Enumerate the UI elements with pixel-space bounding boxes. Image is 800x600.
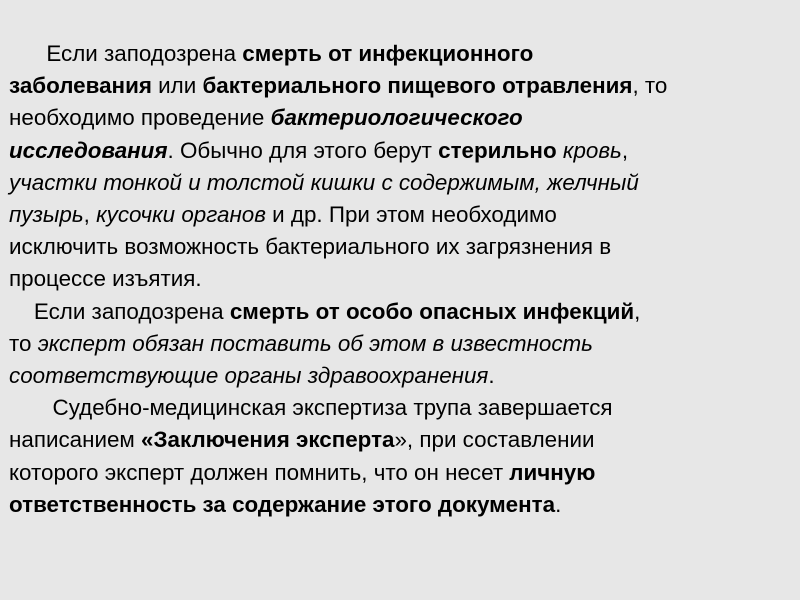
- text-line: [9, 360, 799, 392]
- text-line: [9, 102, 799, 134]
- paragraph-expert-conclusion: [9, 392, 799, 521]
- text-run: процессе изъятия.: [9, 266, 202, 292]
- italic-text: кровь: [562, 137, 622, 163]
- text-run: Судебно-медицинская экспертиза трупа завершается: [9, 395, 613, 421]
- text-run: необходимо проведение: [9, 105, 271, 131]
- text-line: [9, 457, 799, 489]
- text-line: [9, 296, 799, 328]
- paragraph-infection-death: [9, 38, 799, 296]
- text-run: Если заподозрена: [9, 41, 243, 66]
- text-run: исключить возможность бактериального их загрязнения в: [9, 234, 612, 260]
- text-run: Если заподозрена: [9, 298, 230, 324]
- bold-italic-text: бактериологического: [270, 105, 523, 131]
- text-run: », при составлении: [394, 427, 595, 453]
- text-run: ,: [634, 298, 641, 324]
- italic-text: эксперт обязан поставить об этом в известность: [37, 330, 593, 356]
- text-line: [9, 70, 799, 102]
- bold-text: смерть от особо опасных инфекций: [229, 298, 635, 324]
- italic-text: соответствующие органы здравоохранения: [9, 363, 489, 389]
- bold-text: бактериального пищевого отравления: [202, 73, 633, 99]
- bold-text: ответственность за содержание этого документа: [9, 491, 556, 517]
- text-run: и др. При этом необходимо: [265, 202, 557, 228]
- text-line: [9, 231, 799, 263]
- bold-text: смерть от инфекционного: [242, 41, 534, 66]
- text-line: [9, 263, 799, 295]
- text-run: .: [555, 491, 562, 517]
- text-line: [9, 38, 799, 70]
- italic-text: участки тонкой и толстой кишки с содержимым, желчный: [9, 169, 639, 195]
- text-run: . Обычно для этого берут: [167, 137, 439, 163]
- text-run: то: [9, 330, 38, 356]
- text-line: [9, 328, 799, 360]
- text-line: [9, 199, 799, 231]
- bold-text: заболевания: [9, 73, 152, 99]
- italic-text: пузырь: [9, 202, 84, 228]
- text-line: [9, 167, 799, 199]
- text-run: , то: [632, 73, 668, 99]
- text-line: [9, 392, 799, 424]
- text-line: [9, 424, 799, 456]
- paragraph-dangerous-infections: [9, 296, 799, 393]
- text-line: [9, 135, 799, 167]
- italic-text: кусочки органов: [96, 202, 266, 228]
- text-run: или: [151, 73, 203, 99]
- bold-italic-text: исследования: [9, 137, 168, 163]
- text-line: [9, 489, 799, 521]
- text-run: .: [488, 363, 495, 389]
- bold-text: «Заключения эксперта: [141, 427, 395, 453]
- text-run: ,: [621, 137, 629, 163]
- text-run: написанием: [9, 427, 142, 453]
- text-run: которого эксперт должен помнить, что он несет: [9, 459, 510, 485]
- bold-text: стерильно: [438, 137, 557, 163]
- text-run: ,: [83, 202, 97, 228]
- slide-text: [9, 38, 799, 521]
- bold-text: личную: [509, 459, 596, 485]
